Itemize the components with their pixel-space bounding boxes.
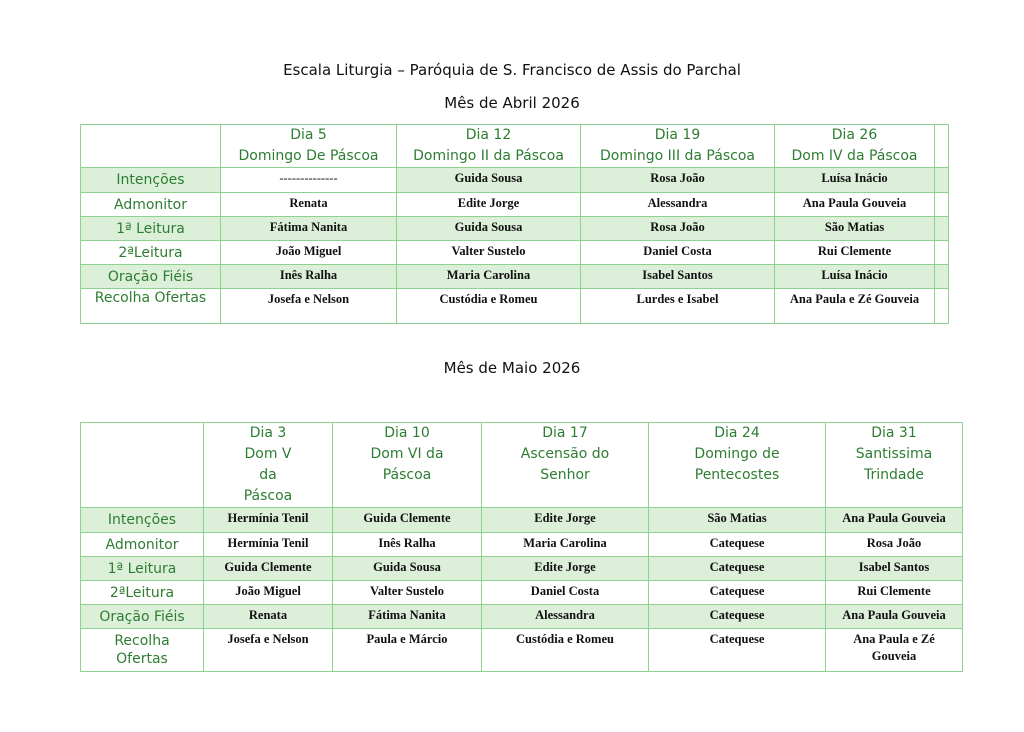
document-title: Escala Liturgia – Paróquia de S. Francisco de Assis do Parchal [283,61,741,79]
table-cell: Hermínia Tenil [204,533,333,557]
table-cell: Daniel Costa [581,241,775,265]
table-cell: Isabel Santos [826,557,963,581]
col-name: Domingo II da Páscoa [413,148,564,164]
table-cell: Guida Clemente [204,557,333,581]
col-day: Dia 12 [465,127,512,143]
table-cell: Guida Sousa [397,168,581,193]
table-cell: Valter Sustelo [333,581,482,605]
table-cell: Rosa João [581,217,775,241]
april-heading: Mês de Abril 2026 [444,94,580,112]
may-header-row [81,423,963,508]
col-day: Dia 3 [249,425,287,441]
spacer-cell [935,168,949,193]
row-label: 2ªLeitura [81,241,221,265]
table-cell: Paula e Márcio [333,629,482,672]
col-name: Santissima Trindade [855,446,933,483]
table-cell: Rui Clemente [826,581,963,605]
april-col-header [581,125,775,168]
table-cell: Rosa João [826,533,963,557]
table-cell: Hermínia Tenil [204,508,333,533]
table-cell: Guida Sousa [333,557,482,581]
table-row [81,265,949,289]
col-day: Dia 26 [831,127,878,143]
may-col-header [204,423,333,508]
corner-cell [81,125,221,168]
table-cell: Renata [221,193,397,217]
april-col-header [221,125,397,168]
table-cell: Guida Clemente [333,508,482,533]
table-cell: Edite Jorge [482,557,649,581]
row-label: Oração Fiéis [81,605,204,629]
corner-cell [81,423,204,508]
spacer-cell [935,193,949,217]
table-cell: Fátima Nanita [221,217,397,241]
spacer-cell [935,125,949,168]
col-name: Domingo III da Páscoa [600,148,755,164]
row-label: Intenções [81,508,204,533]
table-row [81,168,949,193]
table-cell: Ana Paula e Zé Gouveia [826,629,963,672]
table-cell: Edite Jorge [397,193,581,217]
table-cell: Isabel Santos [581,265,775,289]
table-row [81,241,949,265]
table-cell: Edite Jorge [482,508,649,533]
table-cell: Catequese [649,557,826,581]
table-row [81,605,963,629]
table-cell: Fátima Nanita [333,605,482,629]
table-cell: São Matias [775,217,935,241]
table-cell: Alessandra [482,605,649,629]
table-cell: Maria Carolina [482,533,649,557]
april-header-row [81,125,949,168]
table-cell: Valter Sustelo [397,241,581,265]
table-cell: Josefa e Nelson [204,629,333,672]
col-day: Dia 10 [384,425,430,441]
table-cell: Renata [204,605,333,629]
table-row [81,289,949,324]
row-label: Oração Fiéis [81,265,221,289]
table-row [81,557,963,581]
col-name: Domingo De Páscoa [238,148,379,164]
table-row [81,217,949,241]
col-name: Ascensão do Senhor [520,446,610,483]
col-day: Dia 5 [290,127,327,143]
table-cell: Luísa Inácio [775,168,935,193]
table-cell: Catequese [649,629,826,672]
april-col-header [775,125,935,168]
may-col-header [826,423,963,508]
table-cell: Inês Ralha [221,265,397,289]
april-schedule-table [80,124,949,324]
table-cell: Josefa e Nelson [221,289,397,324]
spacer-cell [935,217,949,241]
may-heading: Mês de Maio 2026 [443,359,581,377]
table-cell: Maria Carolina [397,265,581,289]
table-cell: Ana Paula e Zé Gouveia [775,289,935,324]
col-name: Dom VI da Páscoa [370,446,444,483]
may-schedule-table [80,422,963,672]
row-label: Recolha Ofertas [81,629,204,672]
table-cell: Ana Paula Gouveia [826,508,963,533]
row-label: 1ª Leitura [81,217,221,241]
col-name: Dom V da Páscoa [243,446,293,504]
table-row [81,533,963,557]
col-day: Dia 19 [654,127,701,143]
table-row [81,508,963,533]
may-col-header [333,423,482,508]
row-label: Recolha Ofertas [81,289,221,324]
table-cell: Rui Clemente [775,241,935,265]
col-day: Dia 24 [714,425,760,441]
col-day: Dia 31 [871,425,917,441]
table-cell: Ana Paula Gouveia [775,193,935,217]
table-row [81,629,963,672]
row-label: 2ªLeitura [81,581,204,605]
table-row [81,581,963,605]
col-day: Dia 17 [542,425,588,441]
table-cell: João Miguel [221,241,397,265]
table-cell: Luísa Inácio [775,265,935,289]
table-cell: Custódia e Romeu [397,289,581,324]
table-cell: Catequese [649,605,826,629]
table-cell: -------------- [221,168,397,193]
col-name: Dom IV da Páscoa [791,148,918,164]
row-label: Admonitor [81,193,221,217]
table-cell: Lurdes e Isabel [581,289,775,324]
table-cell: João Miguel [204,581,333,605]
spacer-cell [935,265,949,289]
spacer-cell [935,241,949,265]
may-col-header [482,423,649,508]
table-cell: Guida Sousa [397,217,581,241]
table-cell: Daniel Costa [482,581,649,605]
table-cell: São Matias [649,508,826,533]
table-cell: Rosa João [581,168,775,193]
row-label: Admonitor [81,533,204,557]
table-cell: Catequese [649,533,826,557]
table-cell: Catequese [649,581,826,605]
table-cell: Alessandra [581,193,775,217]
row-label: 1ª Leitura [81,557,204,581]
col-name: Domingo de Pentecostes [694,446,780,483]
may-col-header [649,423,826,508]
april-col-header [397,125,581,168]
row-label: Intenções [81,168,221,193]
spacer-cell [935,289,949,324]
table-row [81,193,949,217]
table-cell: Custódia e Romeu [482,629,649,672]
table-cell: Ana Paula Gouveia [826,605,963,629]
table-cell: Inês Ralha [333,533,482,557]
